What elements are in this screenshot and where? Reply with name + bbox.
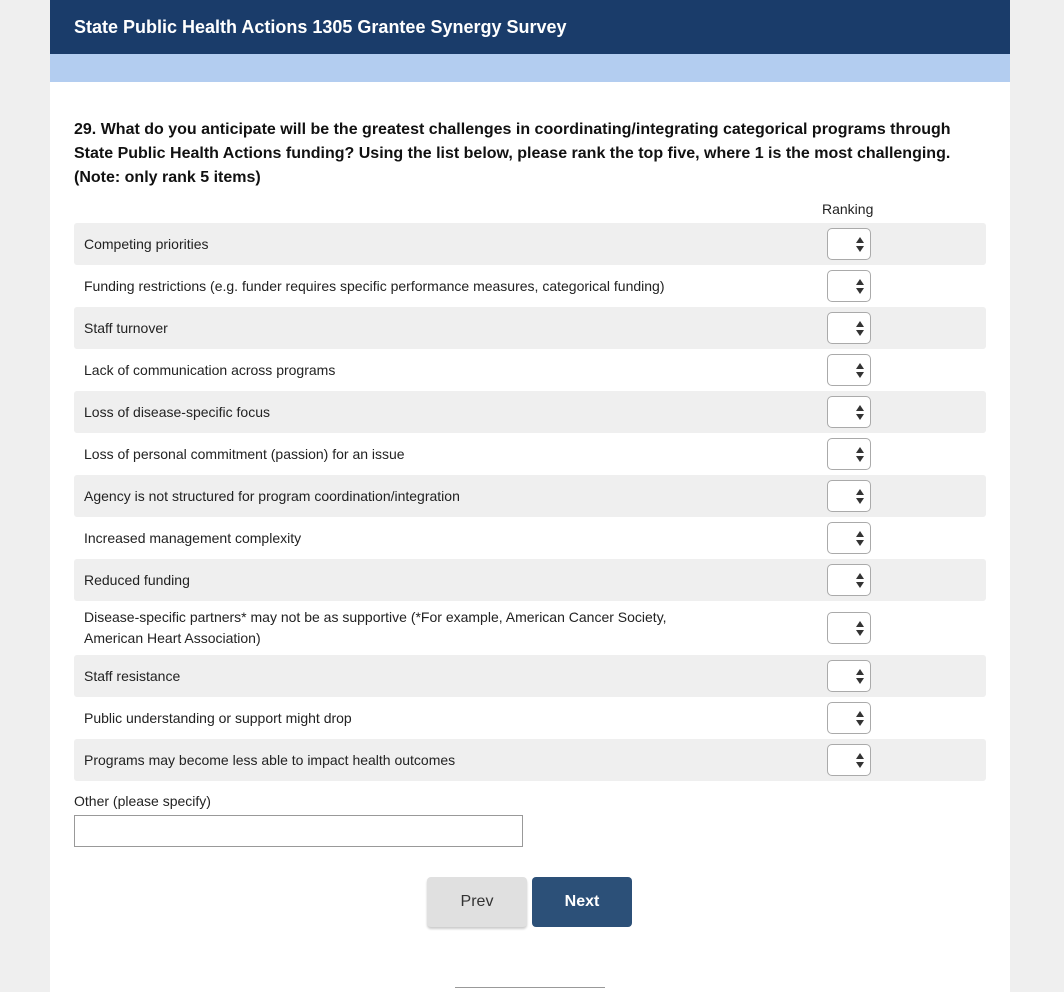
- ranking-row: [74, 433, 986, 475]
- rank-select[interactable]: [827, 660, 871, 692]
- chevron-down-icon: [856, 330, 864, 336]
- chevron-up-icon: [856, 321, 864, 327]
- ranking-item-label: Increased management complexity: [84, 529, 302, 546]
- ranking-row: [74, 307, 986, 349]
- ranking-item-label: Public understanding or support might drop: [84, 709, 352, 726]
- rank-select[interactable]: [827, 396, 871, 428]
- ranking-row: [74, 475, 986, 517]
- ranking-row: [74, 655, 986, 697]
- ranking-item-label: Competing priorities: [84, 235, 209, 252]
- ranking-item-label: Staff turnover: [84, 319, 168, 336]
- ranking-item-label: Programs may become less able to impact health outcomes: [84, 751, 456, 768]
- chevron-down-icon: [856, 582, 864, 588]
- rank-select[interactable]: [827, 354, 871, 386]
- chevron-down-icon: [856, 372, 864, 378]
- ranking-row: [74, 697, 986, 739]
- footer-divider: [455, 987, 605, 988]
- chevron-up-icon: [856, 489, 864, 495]
- other-input[interactable]: [74, 815, 523, 847]
- chevron-down-icon: [856, 630, 864, 636]
- chevron-up-icon: [856, 753, 864, 759]
- rank-select[interactable]: [827, 744, 871, 776]
- chevron-up-icon: [856, 669, 864, 675]
- next-button[interactable]: Next: [532, 877, 632, 927]
- ranking-column-header: Ranking: [822, 201, 874, 217]
- question-text: 29. What do you anticipate will be the greatest challenges in coordinating/integrating categorical programs through State Public Health Actions funding? Using the list below, please rank the top five, where 1 is the most challenging. (Note: only rank 5 items): [74, 121, 951, 186]
- ranking-item-label: Disease-specific partners* may not be as supportive (*For example, American Cancer Society, American Heart Association): [84, 609, 667, 646]
- rank-select[interactable]: [827, 270, 871, 302]
- ranking-item-label: Staff resistance: [84, 667, 181, 684]
- chevron-down-icon: [856, 720, 864, 726]
- chevron-up-icon: [856, 711, 864, 717]
- chevron-up-icon: [856, 363, 864, 369]
- ranking-item-label: Loss of personal commitment (passion) for an issue: [84, 445, 405, 462]
- chevron-up-icon: [856, 531, 864, 537]
- prev-button[interactable]: Prev: [427, 877, 527, 927]
- progress-strip: [50, 54, 1010, 82]
- ranking-item-label: Lack of communication across programs: [84, 361, 336, 378]
- chevron-down-icon: [856, 540, 864, 546]
- chevron-down-icon: [856, 246, 864, 252]
- ranking-list: [74, 223, 986, 781]
- ranking-item-label: Loss of disease-specific focus: [84, 403, 270, 420]
- chevron-down-icon: [856, 288, 864, 294]
- rank-select[interactable]: [827, 564, 871, 596]
- ranking-item-label: Reduced funding: [84, 571, 190, 588]
- rank-select[interactable]: [827, 522, 871, 554]
- chevron-up-icon: [856, 621, 864, 627]
- survey-page: [50, 0, 1010, 992]
- rank-select[interactable]: [827, 228, 871, 260]
- rank-select[interactable]: [827, 312, 871, 344]
- chevron-up-icon: [856, 447, 864, 453]
- rank-select[interactable]: [827, 612, 871, 644]
- chevron-up-icon: [856, 279, 864, 285]
- chevron-up-icon: [856, 237, 864, 243]
- chevron-down-icon: [856, 498, 864, 504]
- rank-select[interactable]: [827, 480, 871, 512]
- chevron-up-icon: [856, 405, 864, 411]
- ranking-item-label: Funding restrictions (e.g. funder requires specific performance measures, categorical funding): [84, 277, 665, 294]
- ranking-item-label: Agency is not structured for program coordination/integration: [84, 487, 460, 504]
- ranking-row: [74, 265, 986, 307]
- ranking-row: [74, 349, 986, 391]
- ranking-row: [74, 601, 986, 655]
- chevron-down-icon: [856, 414, 864, 420]
- ranking-row: [74, 223, 986, 265]
- chevron-down-icon: [856, 678, 864, 684]
- ranking-row: [74, 559, 986, 601]
- ranking-row: [74, 739, 986, 781]
- survey-title: State Public Health Actions 1305 Grantee Synergy Survey: [50, 0, 1010, 54]
- ranking-row: [74, 517, 986, 559]
- rank-select[interactable]: [827, 702, 871, 734]
- chevron-up-icon: [856, 573, 864, 579]
- rank-select[interactable]: [827, 438, 871, 470]
- ranking-row: [74, 391, 986, 433]
- other-label: Other (please specify): [74, 793, 211, 809]
- chevron-down-icon: [856, 762, 864, 768]
- chevron-down-icon: [856, 456, 864, 462]
